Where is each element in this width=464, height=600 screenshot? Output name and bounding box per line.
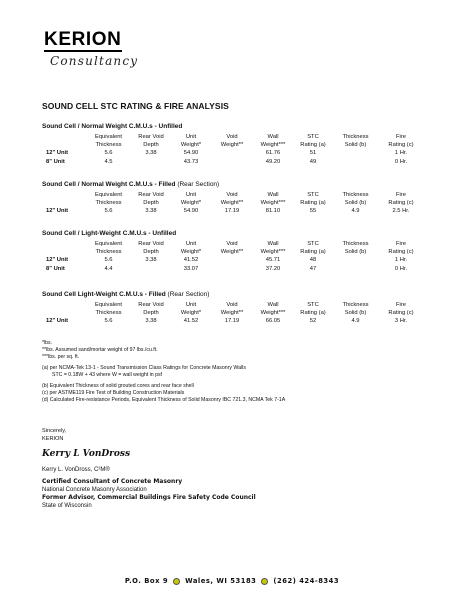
header-row <box>42 309 424 317</box>
col-header: STC <box>307 241 319 247</box>
col-header: Rear Void <box>138 302 164 308</box>
phone-number: (262) 424-8343 <box>273 577 340 585</box>
table-cell: 51 <box>309 150 317 157</box>
table-cell: 3.38 <box>145 257 157 264</box>
table-cell <box>211 256 253 264</box>
col-header: Weight* <box>180 249 202 256</box>
col-header: Depth <box>143 310 159 317</box>
col-header: Void <box>226 192 238 198</box>
col-header: Equivalent <box>94 192 123 198</box>
col-header: Wall <box>267 192 279 198</box>
col-header: Weight*** <box>260 200 286 207</box>
section-title: Sound Cell / Normal Weight C.M.U.s - Unfilled <box>42 123 183 130</box>
data-table <box>42 133 424 166</box>
col-header: Solid (b) <box>344 200 367 207</box>
col-header: Solid (b) <box>344 249 367 256</box>
row-label: 12" Unit <box>46 150 69 157</box>
table-cell: 1 Hr. <box>394 150 408 157</box>
table-cell <box>131 265 171 273</box>
table-cell <box>211 265 253 273</box>
col-header: Rear Void <box>138 192 164 198</box>
section-title: Sound Cell / Light-Weight C.M.U.s - Unfilled <box>42 230 177 237</box>
col-header: Rating (c) <box>388 249 414 256</box>
logo-wordmark: KERION <box>44 29 122 50</box>
col-header: Depth <box>143 200 159 207</box>
table-cell <box>333 149 378 157</box>
col-header: Rating (c) <box>388 200 414 207</box>
table-cell: 48 <box>309 257 317 264</box>
table-cell: 43.73 <box>183 158 199 165</box>
logo-tagline: Consultancy <box>50 54 139 68</box>
col-header: Weight** <box>220 142 244 149</box>
col-header: Weight** <box>220 310 244 317</box>
bullet-dot-icon <box>173 578 180 585</box>
table-cell: 33.07 <box>183 265 199 272</box>
footnote: **lbs. Assumed sand/mortar weight of 97 lbs./cu.ft. <box>42 347 158 353</box>
bullet-dot-icon <box>261 578 268 585</box>
footnote: STC = 0.18W + 43 where W = wall weight in psf <box>52 372 162 378</box>
table-cell <box>131 158 171 166</box>
table-row <box>42 149 424 157</box>
table-cell: 41.52 <box>183 318 199 325</box>
col-header: Rating (a) <box>300 310 326 317</box>
col-header: Solid (b) <box>344 142 367 149</box>
section-normal-unfilled <box>42 123 434 166</box>
data-table <box>42 301 424 326</box>
col-header: Void <box>226 241 238 247</box>
table-cell: 3.38 <box>145 318 157 325</box>
col-header: Weight** <box>220 200 244 207</box>
credential-title: Former Advisor, Commercial Buildings Fire Safety Code Council <box>42 494 256 501</box>
section-light-filled <box>42 291 434 326</box>
footnote: (d) Calculated Fire-resistance Periods, Equivalent Thickness of Solid Masonry IBC 721.3, NCMA Tek 7-1A <box>42 397 286 403</box>
col-header: Depth <box>143 249 159 256</box>
table-cell: 5.6 <box>104 318 113 325</box>
col-header: Weight* <box>180 200 202 207</box>
row-label: 8" Unit <box>46 265 65 272</box>
table-row <box>42 317 424 325</box>
col-header: Void <box>226 134 238 140</box>
col-header: Wall <box>267 241 279 247</box>
header-row <box>42 191 424 199</box>
col-header: Weight*** <box>260 249 286 256</box>
credential-title: Certified Consultant of Concrete Masonry <box>42 478 183 485</box>
row-label: 12" Unit <box>46 318 69 325</box>
table-cell: 52 <box>309 318 317 325</box>
table-row <box>42 207 424 215</box>
col-header: Thickness <box>95 200 122 207</box>
col-header: Thickness <box>342 302 369 308</box>
section-light-unfilled <box>42 230 434 273</box>
table-cell: 3 Hr. <box>394 318 408 325</box>
col-header: Weight* <box>180 142 202 149</box>
row-label: 8" Unit <box>46 158 65 165</box>
table-cell: 2.5 Hr. <box>392 208 410 215</box>
signature: Kerry L VonDross <box>42 449 131 459</box>
data-table <box>42 191 424 216</box>
row-label: 12" Unit <box>46 257 69 264</box>
header-row <box>42 248 424 256</box>
table-cell: 55 <box>309 208 317 215</box>
col-header: Thickness <box>342 241 369 247</box>
table-cell: 61.76 <box>265 150 281 157</box>
col-header: Fire <box>396 134 406 140</box>
table-cell: 5.6 <box>104 208 113 215</box>
col-header: Equivalent <box>94 134 123 140</box>
city-state: Wales, WI 53183 <box>185 577 257 585</box>
col-header: Wall <box>267 134 279 140</box>
data-table <box>42 240 424 273</box>
col-header: Rating (c) <box>388 310 414 317</box>
table-row <box>42 265 424 273</box>
table-cell: 1 Hr. <box>394 257 408 264</box>
table-cell <box>211 149 253 157</box>
header-row <box>42 133 424 141</box>
table-cell: 47 <box>309 265 317 272</box>
footnote: (b) Equivalent Thickness of solid grouted cores and rear face shell <box>42 383 194 389</box>
table-cell: 81.10 <box>265 208 281 215</box>
col-header: Solid (b) <box>344 310 367 317</box>
table-cell: 54.90 <box>183 150 199 157</box>
credentials <box>42 466 256 510</box>
col-header: Rating (a) <box>300 249 326 256</box>
table-cell: 4.9 <box>351 208 360 215</box>
table-cell: 4.4 <box>104 265 113 272</box>
table-cell: 3.38 <box>145 150 157 157</box>
table-cell: 4.9 <box>351 318 360 325</box>
table-cell: 37.20 <box>265 265 281 272</box>
company-name: KERION <box>42 436 64 442</box>
row-label: 12" Unit <box>46 208 69 215</box>
col-header: Depth <box>143 142 159 149</box>
header-row <box>42 141 424 149</box>
header-row <box>42 199 424 207</box>
col-header: Fire <box>396 192 406 198</box>
table-cell: 66.05 <box>265 318 281 325</box>
footnote: (c) per ASTME119 Fire Test of Building Construction Materials <box>42 390 185 396</box>
company-logo <box>44 30 138 68</box>
col-header: Rating (a) <box>300 142 326 149</box>
table-cell <box>211 158 253 166</box>
col-header: Rating (a) <box>300 200 326 207</box>
table-cell: 17.19 <box>224 318 240 325</box>
col-header: Weight* <box>180 310 202 317</box>
sincerely-text: Sincerely, <box>42 428 67 434</box>
col-header: Wall <box>267 302 279 308</box>
footnote: (a) per NCMA-Tek 13-1 - Sound Transmission Class Ratings for Concrete Masonry Walls <box>42 365 246 371</box>
table-cell: 0 Hr. <box>394 265 408 272</box>
table-cell: 4.5 <box>104 158 113 165</box>
col-header: Thickness <box>95 249 122 256</box>
col-header: Fire <box>396 302 406 308</box>
table-cell <box>333 265 378 273</box>
table-cell: 3.38 <box>145 208 157 215</box>
col-header: Rating (c) <box>388 142 414 149</box>
footnote: *lbs. <box>42 340 53 346</box>
col-header: STC <box>307 302 319 308</box>
section-title: Sound Cell / Normal Weight C.M.U.s - Filled (Rear Section) <box>42 181 220 188</box>
document-title: SOUND CELL STC RATING & FIRE ANALYSIS <box>42 101 229 111</box>
col-header: Unit <box>185 134 197 140</box>
footnote: ***lbs. per sq. ft. <box>42 354 80 360</box>
col-header: Rear Void <box>138 134 164 140</box>
col-header: Rear Void <box>138 241 164 247</box>
table-cell: 41.52 <box>183 257 199 264</box>
table-cell <box>333 158 378 166</box>
col-header: Void <box>226 302 238 308</box>
credential-org: State of Wisconsin <box>42 503 92 509</box>
footer-address <box>0 577 464 585</box>
col-header: STC <box>307 134 319 140</box>
col-header: Unit <box>185 192 197 198</box>
table-cell: 45.71 <box>265 257 281 264</box>
col-header: Equivalent <box>94 241 123 247</box>
signer-name: Kerry L. VonDross, C²M® <box>42 467 110 473</box>
table-cell: 5.6 <box>104 150 113 157</box>
footnotes <box>42 340 442 404</box>
table-cell: 49 <box>309 158 317 165</box>
header-row <box>42 240 424 248</box>
table-cell: 5.6 <box>104 257 113 264</box>
col-header: STC <box>307 192 319 198</box>
section-title: Sound Cell Light-Weight C.M.U.s - Filled (Rear Section) <box>42 291 210 298</box>
col-header: Weight*** <box>260 142 286 149</box>
col-header: Unit <box>185 302 197 308</box>
col-header: Thickness <box>342 134 369 140</box>
col-header: Thickness <box>95 142 122 149</box>
col-header: Thickness <box>342 192 369 198</box>
table-cell: 54.90 <box>183 208 199 215</box>
col-header: Unit <box>185 241 197 247</box>
credential-org: National Concrete Masonry Association <box>42 487 147 493</box>
table-cell <box>333 256 378 264</box>
table-cell: 49.20 <box>265 158 281 165</box>
col-header: Weight*** <box>260 310 286 317</box>
header-row <box>42 301 424 309</box>
section-normal-filled <box>42 181 434 216</box>
col-header: Equivalent <box>94 302 123 308</box>
col-header: Weight** <box>220 249 244 256</box>
table-cell: 0 Hr. <box>394 158 408 165</box>
po-box: P.O. Box 9 <box>124 577 169 585</box>
col-header: Thickness <box>95 310 122 317</box>
col-header: Fire <box>396 241 406 247</box>
table-row <box>42 158 424 166</box>
table-cell: 17.19 <box>224 208 240 215</box>
table-row <box>42 256 424 264</box>
closing <box>42 427 66 443</box>
